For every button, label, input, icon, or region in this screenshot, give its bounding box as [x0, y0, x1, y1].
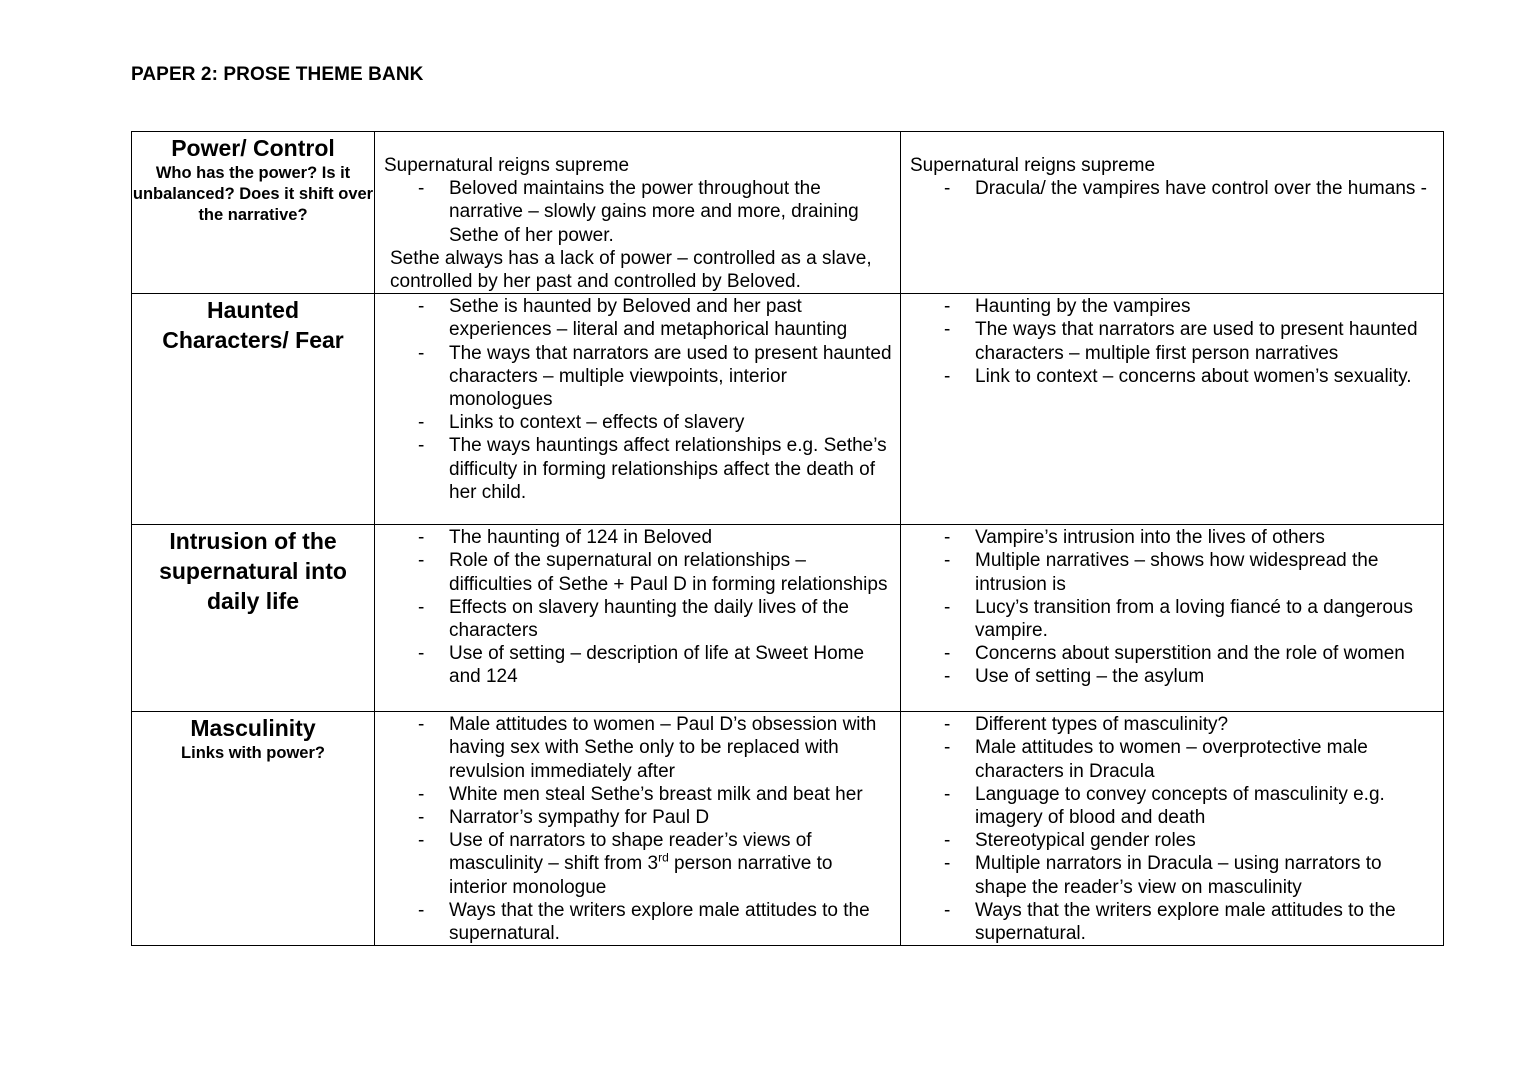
bullet-item: - Role of the supernatural on relationships – difficulties of Sethe + Paul D in forming relationships: [384, 549, 892, 595]
beloved-cell-haunted: [375, 294, 901, 525]
bullet-item: - Language to convey concepts of masculinity e.g. imagery of blood and death: [910, 783, 1435, 829]
theme-cell-power: [132, 132, 375, 294]
theme-subtitle: Links with power?: [181, 744, 325, 763]
bullet-item: - Ways that the writers explore male attitudes to the supernatural.: [910, 899, 1435, 945]
bullet-item: - Male attitudes to women – Paul D’s obsession with having sex with Sethe only to be replaced with revulsion immediately after: [384, 713, 892, 783]
bullet-item: - Use of setting – description of life at Sweet Home and 124: [384, 642, 892, 688]
bullet-item: - Male attitudes to women – overprotective male characters in Dracula: [910, 736, 1435, 782]
bullet-item: - Lucy’s transition from a loving fiancé to a dangerous vampire.: [910, 596, 1435, 642]
bullet-item: - Multiple narrators in Dracula – using narrators to shape the reader’s view on masculinity: [910, 852, 1435, 898]
table-row: [132, 525, 1444, 712]
bullet-item: - Links to context – effects of slavery: [384, 411, 892, 434]
beloved-cell-power: [375, 132, 901, 294]
bullet-item: - Dracula/ the vampires have control over the humans -: [910, 177, 1435, 200]
bullet-text: Use of narrators to shape reader’s views of masculinity – shift from 3: [449, 830, 812, 875]
bullet-item: - The haunting of 124 in Beloved: [384, 526, 892, 549]
dracula-cell-intrusion: [901, 525, 1444, 712]
bullet-item: - Effects on slavery haunting the daily lives of the characters: [384, 596, 892, 642]
table-row: [132, 294, 1444, 525]
theme-heading: Power/ Control: [171, 135, 335, 161]
theme-subtitle: Who has the power? Is it unbalanced? Does it shift over the narrative?: [132, 164, 374, 224]
theme-heading: Masculinity: [190, 715, 316, 742]
bullet-item: - Different types of masculinity?: [910, 713, 1435, 736]
theme-table: [131, 131, 1444, 946]
cell-intro: Supernatural reigns supreme: [910, 155, 1156, 176]
theme-heading: Intrusion of the supernatural into daily life: [159, 528, 347, 615]
bullet-item: [384, 829, 892, 899]
cell-intro: Supernatural reigns supreme: [384, 155, 630, 176]
bullet-item: - White men steal Sethe’s breast milk and beat her: [384, 783, 892, 806]
beloved-cell-intrusion: [375, 525, 901, 712]
bullet-item: - Narrator’s sympathy for Paul D: [384, 806, 892, 829]
bullet-item: - The ways that narrators are used to present haunted characters – multiple first person narratives: [910, 318, 1435, 364]
theme-cell-haunted: [132, 294, 375, 525]
dracula-cell-power: [901, 132, 1444, 294]
bullet-item: - Vampire’s intrusion into the lives of others: [910, 526, 1435, 549]
bullet-item: - The ways that narrators are used to present haunted characters – multiple viewpoints, interior monologues: [384, 342, 892, 412]
bullet-item: - Concerns about superstition and the role of women: [910, 642, 1435, 665]
bullet-item: - Sethe is haunted by Beloved and her past experiences – literal and metaphorical haunting: [384, 295, 892, 341]
beloved-cell-masculinity: [375, 712, 901, 946]
bullet-item: - Haunting by the vampires: [910, 295, 1435, 318]
theme-cell-masculinity: [132, 712, 375, 946]
document-title: PAPER 2: PROSE THEME BANK: [131, 64, 424, 85]
bullet-item: - Beloved maintains the power throughout the narrative – slowly gains more and more, draining Sethe of her power.: [384, 177, 892, 247]
bullet-item: - Use of setting – the asylum: [910, 665, 1435, 688]
superscript: rd: [658, 851, 669, 866]
bullet-item: - Ways that the writers explore male attitudes to the supernatural.: [384, 899, 892, 945]
theme-cell-intrusion: [132, 525, 375, 712]
bullet-item: - Stereotypical gender roles: [910, 829, 1435, 852]
bullet-item: - The ways hauntings affect relationships e.g. Sethe’s difficulty in forming relationships affect the death of her child.: [384, 434, 892, 504]
dracula-cell-haunted: [901, 294, 1444, 525]
bullet-item: - Link to context – concerns about women’s sexuality.: [910, 365, 1435, 388]
bullet-text: person narrative to interior monologue: [449, 853, 833, 898]
table-row: [132, 132, 1444, 294]
theme-heading: Haunted Characters/ Fear: [162, 297, 344, 354]
bullet-item: - Multiple narratives – shows how widespread the intrusion is: [910, 549, 1435, 595]
dracula-cell-masculinity: [901, 712, 1444, 946]
cell-outro: Sethe always has a lack of power – controlled as a slave, controlled by her past and controlled by Beloved.: [390, 247, 872, 293]
table-row: [132, 712, 1444, 946]
